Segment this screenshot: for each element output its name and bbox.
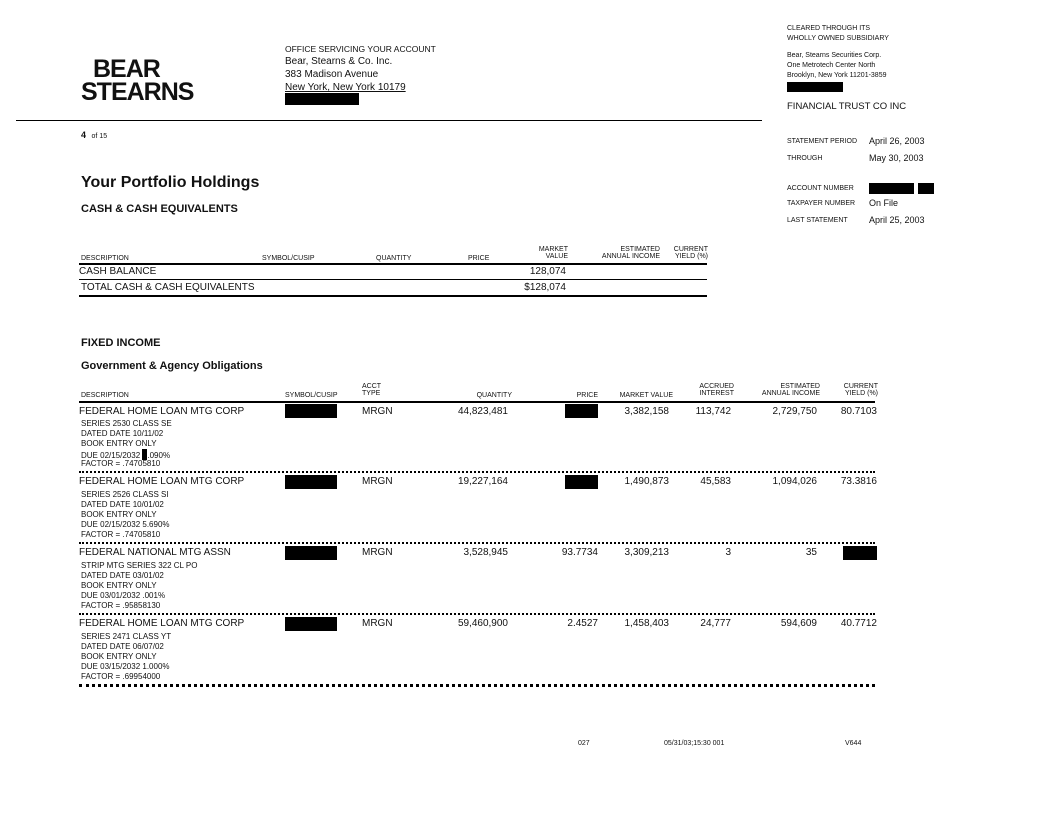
redacted-cusip bbox=[285, 475, 337, 489]
footer-code: 027 bbox=[578, 740, 590, 747]
clearing-addr3: Brooklyn, New York 11201-3859 bbox=[787, 72, 887, 79]
cash-balance-label: CASH BALANCE bbox=[79, 266, 157, 277]
cash-col-symbol: SYMBOL/CUSIP bbox=[262, 255, 315, 262]
quantity: 59,460,900 bbox=[457, 618, 508, 629]
redacted-phone bbox=[285, 93, 359, 105]
security-detail-3: BOOK ENTRY ONLY bbox=[81, 581, 157, 590]
fi-col-estimated-1: ESTIMATED bbox=[780, 383, 820, 390]
fi-col-acct-2: TYPE bbox=[362, 390, 381, 397]
security-detail-5: FACTOR = .74705810 bbox=[81, 530, 161, 539]
security-name: FEDERAL HOME LOAN MTG CORP bbox=[79, 406, 245, 417]
fi-col-market: MARKET VALUE bbox=[619, 392, 673, 399]
quantity: 44,823,481 bbox=[457, 406, 508, 417]
logo-line2: STEARNS bbox=[81, 78, 194, 106]
cash-col-description: DESCRIPTION bbox=[81, 255, 129, 262]
cash-col-yield bbox=[668, 246, 708, 260]
row-separator bbox=[79, 471, 875, 473]
due-date: DUE 02/15/2032 bbox=[81, 451, 143, 460]
security-detail-3: BOOK ENTRY ONLY bbox=[81, 439, 157, 448]
fi-header-rule bbox=[79, 401, 875, 403]
last-statement-value: April 25, 2003 bbox=[869, 215, 925, 225]
market-value: 3,382,158 bbox=[624, 406, 669, 417]
logo-line1: BEAR bbox=[93, 55, 160, 83]
security-detail-2: DATED DATE 03/01/02 bbox=[81, 571, 164, 580]
security-detail-5: FACTOR = .69954000 bbox=[81, 672, 161, 681]
office-line3: New York, New York 10179 bbox=[285, 82, 406, 93]
security-detail-4: DUE 03/01/2032 .001% bbox=[81, 591, 166, 600]
security-name: FEDERAL HOME LOAN MTG CORP bbox=[79, 476, 245, 487]
security-name: FEDERAL HOME LOAN MTG CORP bbox=[79, 618, 245, 629]
market-value: 3,309,213 bbox=[624, 547, 669, 558]
security-detail-5: FACTOR = .95858130 bbox=[81, 601, 161, 610]
footer-version: V644 bbox=[845, 740, 862, 747]
redacted-cusip bbox=[285, 404, 337, 418]
security-detail-2: DATED DATE 10/01/02 bbox=[81, 500, 164, 509]
redacted-client-line bbox=[787, 82, 843, 92]
fi-col-symbol: SYMBOL/CUSIP bbox=[285, 392, 338, 399]
office-line2: 383 Madison Avenue bbox=[285, 69, 379, 80]
redacted-account-suffix bbox=[918, 183, 934, 194]
fi-col-acct-1: ACCT bbox=[362, 383, 382, 390]
acct-type: MRGN bbox=[362, 547, 393, 558]
security-detail-4: DUE 02/15/2032 5.690% bbox=[81, 520, 170, 529]
account-number-label: ACCOUNT NUMBER bbox=[787, 185, 854, 192]
security-detail-2: DATED DATE 06/07/02 bbox=[81, 642, 164, 651]
page-indicator bbox=[81, 130, 107, 140]
cash-balance-value: 128,074 bbox=[529, 266, 566, 277]
cash-col-price: PRICE bbox=[468, 255, 490, 262]
price: 2.4527 bbox=[567, 618, 598, 629]
page-title: Your Portfolio Holdings bbox=[81, 174, 260, 191]
cash-heading: CASH & CASH EQUIVALENTS bbox=[81, 203, 238, 215]
redacted-price bbox=[565, 404, 598, 418]
security-detail-5: FACTOR = .74705810 bbox=[81, 459, 161, 468]
cash-total-value: $128,074 bbox=[524, 282, 566, 293]
security-detail-3: BOOK ENTRY ONLY bbox=[81, 510, 157, 519]
accrued-interest: 24,777 bbox=[700, 618, 731, 629]
price: 93.7734 bbox=[561, 547, 598, 558]
clearing-addr1: Bear, Stearns Securities Corp. bbox=[787, 52, 882, 59]
gov-agency-subheading: Government & Agency Obligations bbox=[81, 360, 263, 372]
cash-col-market-2: VALUE bbox=[545, 253, 568, 260]
cash-col-market bbox=[520, 246, 568, 260]
security-name: FEDERAL NATIONAL MTG ASSN bbox=[79, 547, 231, 558]
security-detail-4: DUE 03/15/2032 1.000% bbox=[81, 662, 170, 671]
current-yield: 73.3816 bbox=[840, 476, 877, 487]
header-rule bbox=[16, 120, 762, 121]
office-line1: Bear, Stearns & Co. Inc. bbox=[285, 56, 393, 67]
fi-col-quantity: QUANTITY bbox=[476, 392, 512, 399]
security-detail-2: DATED DATE 10/11/02 bbox=[81, 429, 164, 438]
security-detail-1: STRIP MTG SERIES 322 CL PO bbox=[81, 561, 198, 570]
security-detail-3: BOOK ENTRY ONLY bbox=[81, 652, 157, 661]
clearing-line1: CLEARED THROUGH ITS bbox=[787, 25, 871, 32]
annual-income: 35 bbox=[805, 547, 817, 558]
redacted-cusip bbox=[285, 546, 337, 560]
fi-col-yield bbox=[836, 383, 878, 397]
redacted-price bbox=[565, 475, 598, 489]
period-label: STATEMENT PERIOD bbox=[787, 138, 858, 145]
last-statement-label: LAST STATEMENT bbox=[787, 217, 848, 224]
page-number: 4 bbox=[81, 130, 87, 140]
redacted-cusip bbox=[285, 617, 337, 631]
accrued-interest: 3 bbox=[725, 547, 731, 558]
footer-timestamp: 05/31/03;15:30 001 bbox=[664, 740, 725, 747]
page-total: of 15 bbox=[91, 133, 108, 140]
annual-income: 1,094,026 bbox=[772, 476, 817, 487]
client-name: FINANCIAL TRUST CO INC bbox=[787, 101, 907, 112]
fi-col-yield-2: YIELD (%) bbox=[844, 390, 878, 397]
cash-col-quantity: QUANTITY bbox=[376, 255, 412, 262]
security-detail-1: SERIES 2471 CLASS YT bbox=[81, 632, 172, 641]
accrued-interest: 113,742 bbox=[695, 406, 731, 417]
current-yield: 40.7712 bbox=[840, 618, 877, 629]
cash-total-rule bbox=[79, 295, 707, 297]
fi-col-accrued bbox=[690, 383, 734, 397]
taxpayer-value: On File bbox=[869, 198, 899, 208]
fi-col-yield-1: CURRENT bbox=[843, 383, 878, 390]
clearing-addr2: One Metrotech Center North bbox=[787, 62, 876, 69]
fi-col-accrued-2: INTEREST bbox=[699, 390, 734, 397]
fi-col-description: DESCRIPTION bbox=[81, 392, 129, 399]
through-label: THROUGH bbox=[787, 155, 823, 162]
cash-col-estimated bbox=[596, 246, 660, 260]
cash-header-rule bbox=[79, 263, 707, 265]
row-separator bbox=[79, 613, 875, 615]
bear-stearns-logo bbox=[81, 55, 194, 106]
through-value: May 30, 2003 bbox=[869, 153, 924, 163]
fi-col-estimated bbox=[756, 383, 820, 397]
redacted-account-number bbox=[869, 183, 914, 194]
annual-income: 2,729,750 bbox=[772, 406, 817, 417]
period-value: April 26, 2003 bbox=[869, 136, 925, 146]
annual-income: 594,609 bbox=[780, 618, 817, 629]
acct-type: MRGN bbox=[362, 618, 393, 629]
taxpayer-label: TAXPAYER NUMBER bbox=[787, 200, 856, 207]
acct-type: MRGN bbox=[362, 406, 393, 417]
market-value: 1,458,403 bbox=[624, 618, 669, 629]
cash-total-label: TOTAL CASH & CASH EQUIVALENTS bbox=[81, 282, 255, 293]
table-end-separator bbox=[79, 684, 875, 687]
fi-col-price: PRICE bbox=[576, 392, 598, 399]
cash-col-estimated-1: ESTIMATED bbox=[620, 246, 660, 253]
cash-col-yield-2: YIELD (%) bbox=[674, 253, 708, 260]
redacted-yield bbox=[843, 546, 877, 560]
acct-type: MRGN bbox=[362, 476, 393, 487]
fi-col-estimated-2: ANNUAL INCOME bbox=[761, 390, 820, 397]
accrued-interest: 45,583 bbox=[700, 476, 731, 487]
security-detail-1: SERIES 2530 CLASS SE bbox=[81, 419, 172, 428]
current-yield: 80.7103 bbox=[840, 406, 877, 417]
quantity: 19,227,164 bbox=[457, 476, 508, 487]
fi-col-acct bbox=[362, 383, 381, 397]
office-heading: OFFICE SERVICING YOUR ACCOUNT bbox=[285, 44, 436, 54]
cash-col-estimated-2: ANNUAL INCOME bbox=[601, 253, 660, 260]
fixed-income-heading: FIXED INCOME bbox=[81, 337, 161, 349]
market-value: 1,490,873 bbox=[624, 476, 669, 487]
cash-row-rule bbox=[79, 279, 707, 280]
security-detail-1: SERIES 2526 CLASS SI bbox=[81, 490, 169, 499]
fi-col-accrued-1: ACCRUED bbox=[699, 383, 734, 390]
quantity: 3,528,945 bbox=[463, 547, 508, 558]
cash-col-market-1: MARKET bbox=[538, 246, 568, 253]
row-separator bbox=[79, 542, 875, 544]
clearing-line2: WHOLLY OWNED SUBSIDIARY bbox=[787, 35, 889, 42]
cash-col-yield-1: CURRENT bbox=[673, 246, 708, 253]
coupon-rate: .090% bbox=[147, 451, 171, 460]
